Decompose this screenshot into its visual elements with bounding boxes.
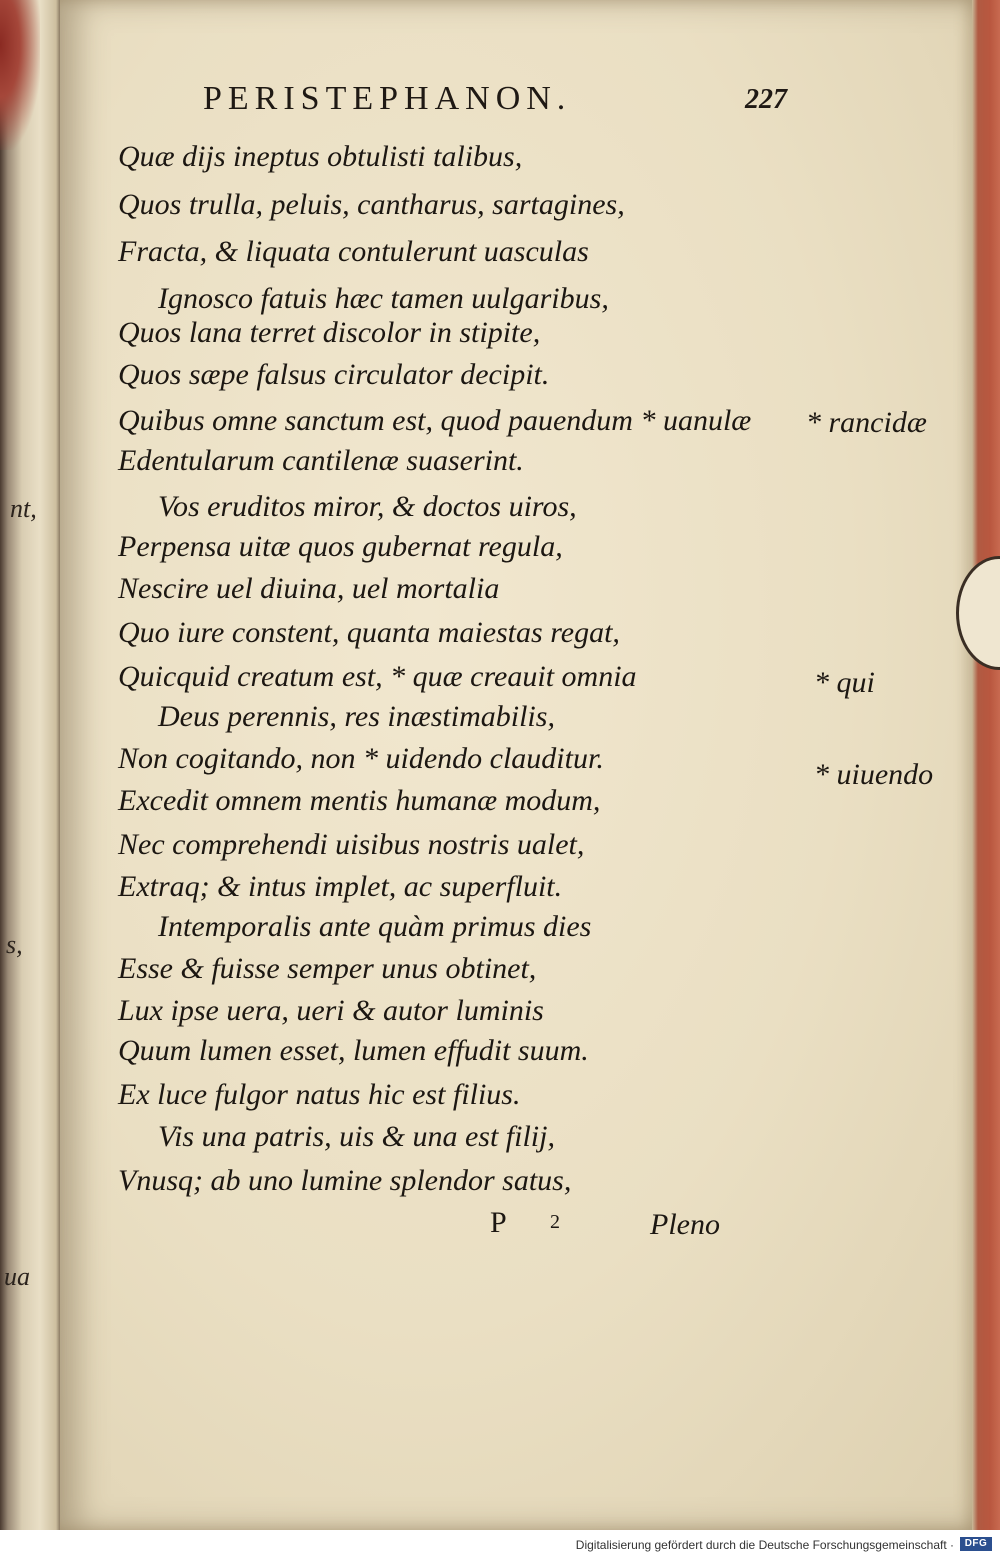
page-number: 227 — [745, 84, 787, 115]
verse-line: Vis una patris, uis & una est filij, — [158, 1120, 555, 1153]
digitization-banner — [0, 1530, 1000, 1559]
funding-notice: Digitalisierung gefördert durch die Deutsche Forschungsgemeinschaft · — [575, 1538, 954, 1552]
verse-line: Edentularum cantilenæ suaserint. — [118, 444, 524, 477]
verse-line: Non cogitando, non * uidendo clauditur. — [118, 742, 604, 775]
verse-line: Vos eruditos miror, & doctos uiros, — [158, 490, 577, 523]
running-title: PERISTEPHANON. — [203, 80, 572, 117]
verse-line: Quicquid creatum est, * quæ creauit omnia — [118, 660, 637, 693]
verse-line: Vnusq; ab uno lumine splendor satus, — [118, 1164, 572, 1197]
page-edge — [972, 0, 1000, 1530]
verse-line: Quos trulla, peluis, cantharus, sartagines, — [118, 188, 625, 221]
verse-line: Quo iure constent, quanta maiestas regat, — [118, 616, 620, 649]
catchword: Pleno — [650, 1208, 720, 1241]
verse-line: Quos sæpe falsus circulator decipit. — [118, 358, 550, 391]
margin-note: * rancidæ — [806, 406, 927, 439]
verse-line: Quibus omne sanctum est, quod pauendum * uanulæ — [118, 404, 752, 437]
signature-number: 2 — [550, 1211, 560, 1233]
verse-line: Intemporalis ante quàm primus dies — [158, 910, 592, 943]
left-page-fragment: s, — [6, 930, 23, 959]
verse-line: Ignosco fatuis hæc tamen uulgaribus, — [158, 282, 609, 315]
verse-line: Esse & fuisse semper unus obtinet, — [118, 952, 537, 985]
binding-stain — [0, 0, 40, 150]
verse-line: Extraq; & intus implet, ac superfluit. — [118, 870, 563, 903]
left-facing-page — [0, 0, 60, 1530]
dfg-logo-icon: DFG — [960, 1537, 992, 1551]
left-page-fragment: nt, — [10, 494, 37, 523]
verse-line: Ex luce fulgor natus hic est filius. — [118, 1078, 521, 1111]
verse-line: Quos lana terret discolor in stipite, — [118, 316, 541, 349]
margin-note: * uiuendo — [814, 758, 934, 791]
left-page-fragment: ua — [4, 1262, 30, 1291]
margin-note: * qui — [814, 666, 875, 699]
verse-line: Perpensa uitæ quos gubernat regula, — [118, 530, 563, 563]
verse-line: Excedit omnem mentis humanæ modum, — [118, 784, 601, 817]
verse-line: Nec comprehendi uisibus nostris ualet, — [118, 828, 585, 861]
verse-line: Nescire uel diuina, uel mortalia — [118, 572, 500, 605]
signature-mark: P — [490, 1206, 507, 1239]
verse-line: Quum lumen esset, lumen effudit suum. — [118, 1034, 589, 1067]
verse-line: Quæ dijs ineptus obtulisti talibus, — [118, 140, 523, 173]
verse-line: Lux ipse uera, ueri & autor luminis — [118, 994, 544, 1027]
verse-line: Deus perennis, res inæstimabilis, — [158, 700, 555, 733]
verse-line: Fracta, & liquata contulerunt uasculas — [118, 235, 589, 268]
